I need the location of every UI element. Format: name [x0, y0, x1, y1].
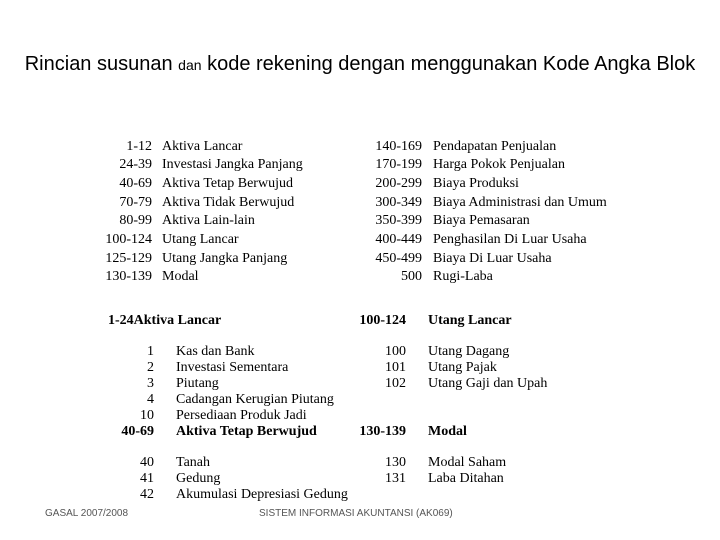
block-code: 400-449	[375, 232, 422, 247]
footer-course: SISTEM INFORMASI AKUNTANSI (AK069)	[259, 508, 453, 519]
account-name: Investasi Sementara	[176, 360, 289, 375]
section2-right-header-code: 130-139	[359, 424, 406, 439]
block-name: Biaya Pemasaran	[433, 213, 530, 228]
title-part-1: Rincian susunan	[24, 53, 173, 75]
block-name: Pendapatan Penjualan	[433, 139, 557, 154]
account-name: Laba Ditahan	[428, 471, 504, 486]
block-code: 80-99	[119, 213, 152, 228]
section1-left-header: 1-24Aktiva Lancar	[108, 313, 222, 328]
account-code: 40	[140, 455, 154, 470]
block-name: Harga Pokok Penjualan	[433, 157, 565, 172]
block-code: 450-499	[375, 251, 422, 266]
account-name: Tanah	[176, 455, 211, 470]
title-part-2: dan	[178, 57, 202, 73]
block-name: Biaya Administrasi dan Umum	[433, 195, 607, 210]
block-name: Utang Jangka Panjang	[162, 251, 288, 266]
account-code: 3	[147, 376, 154, 391]
block-code: 100-124	[105, 232, 152, 247]
account-name: Modal Saham	[428, 455, 507, 470]
account-code: 101	[385, 360, 406, 375]
block-code: 350-399	[375, 213, 422, 228]
block-code: 125-129	[105, 251, 152, 266]
block-name: Aktiva Lain-lain	[162, 213, 255, 228]
title-part-3: kode rekening dengan menggunakan Kode Angka Blok	[207, 53, 696, 75]
section1-right-header-name: Utang Lancar	[428, 313, 512, 328]
block-code: 40-69	[119, 176, 152, 191]
block-name: Investasi Jangka Panjang	[162, 157, 303, 172]
account-name: Akumulasi Depresiasi Gedung	[176, 487, 348, 502]
account-code: 102	[385, 376, 406, 391]
account-name: Gedung	[176, 471, 221, 486]
section2-left-header-code: 40-69	[121, 424, 154, 439]
footer-semester: GASAL 2007/2008	[45, 508, 129, 519]
page-title	[20, 50, 700, 79]
block-name: Utang Lancar	[162, 232, 239, 247]
account-name: Piutang	[176, 376, 219, 391]
account-code: 1	[147, 344, 154, 359]
block-name: Biaya Produksi	[433, 176, 519, 191]
block-name: Aktiva Tidak Berwujud	[162, 195, 295, 210]
account-name: Kas dan Bank	[176, 344, 255, 359]
block-name: Rugi-Laba	[433, 269, 493, 284]
block-name: Aktiva Lancar	[162, 139, 243, 154]
block-code: 1-12	[126, 139, 152, 154]
block-code: 300-349	[375, 195, 422, 210]
section2-left-header-name: Aktiva Tetap Berwujud	[176, 424, 317, 439]
block-code: 130-139	[105, 269, 152, 284]
block-code: 200-299	[375, 176, 422, 191]
block-name: Penghasilan Di Luar Usaha	[433, 232, 587, 247]
account-name: Cadangan Kerugian Piutang	[176, 392, 334, 407]
account-code: 131	[385, 471, 406, 486]
account-code: 100	[385, 344, 406, 359]
account-code: 4	[147, 392, 154, 407]
account-name: Persediaan Produk Jadi	[176, 408, 307, 423]
block-name: Biaya Di Luar Usaha	[433, 251, 552, 266]
account-code: 10	[140, 408, 154, 423]
block-code: 500	[401, 269, 422, 284]
block-name: Aktiva Tetap Berwujud	[162, 176, 293, 191]
account-code: 41	[140, 471, 154, 486]
account-code: 42	[140, 487, 154, 502]
section1-right-header-code: 100-124	[359, 313, 406, 328]
block-code: 140-169	[375, 139, 422, 154]
section2-right-header-name: Modal	[428, 424, 467, 439]
account-name: Utang Gaji dan Upah	[428, 376, 548, 391]
block-code: 24-39	[119, 157, 152, 172]
account-name: Utang Pajak	[428, 360, 497, 375]
account-name: Utang Dagang	[428, 344, 510, 359]
account-code: 2	[147, 360, 154, 375]
block-code: 70-79	[119, 195, 152, 210]
block-name: Modal	[162, 269, 199, 284]
account-code: 130	[385, 455, 406, 470]
block-code: 170-199	[375, 157, 422, 172]
